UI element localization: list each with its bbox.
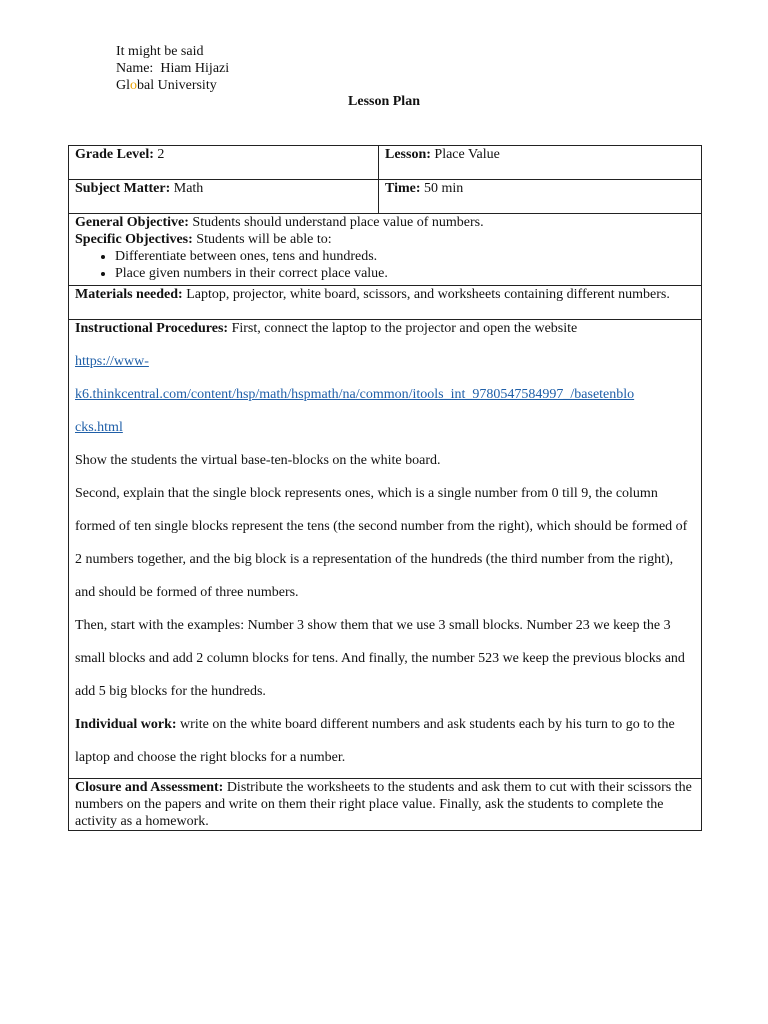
general-label: General Objective: <box>75 215 189 230</box>
subject-value: Math <box>173 181 204 196</box>
procedures-cell <box>69 320 702 779</box>
procedures-label: Instructional Procedures: <box>75 321 229 336</box>
subject-cell <box>69 180 379 214</box>
table-row <box>69 180 702 214</box>
procedure-paragraph: Then, start with the examples: Number 3 show them that we use 3 small blocks. Number 23 we keep the 3 small blocks and add 2 column blocks for tens. And finally, the number 523 we keep the previous blocks and add 5 big blocks for the hundreds. <box>75 618 685 699</box>
procedure-paragraph: Second, explain that the single block represents ones, which is a single number from 0 till 9, the column formed of ten single blocks represent the tens (the second number from the right), which should be formed of 2 numbers together, and the big block is a representation of the hundreds (the third number from the right), and should be formed of three numbers. <box>75 486 688 600</box>
grade-value: 2 <box>157 147 165 162</box>
table-row <box>69 286 702 320</box>
time-value: 50 min <box>424 181 464 196</box>
procedure-paragraph: Show the students the virtual base-ten-blocks on the white board. <box>75 453 441 468</box>
lesson-cell <box>379 146 702 180</box>
document-header <box>116 43 229 94</box>
table-row <box>69 214 702 286</box>
lesson-label: Lesson: <box>385 147 431 162</box>
list-item: • Differentiate between ones, tens and hundreds. <box>115 248 695 265</box>
grade-label: Grade Level: <box>75 147 154 162</box>
website-link-line-1[interactable]: https://www- <box>75 354 149 369</box>
procedures-intro-text: First, connect the laptop to the projector and open the website <box>231 321 578 336</box>
grade-cell <box>69 146 379 180</box>
lesson-value: Place Value <box>434 147 500 162</box>
closure-cell <box>69 779 702 831</box>
uni-part-3: bal University <box>137 78 217 93</box>
table-row <box>69 779 702 831</box>
name-label: Name: <box>116 61 154 76</box>
materials-label: Materials needed: <box>75 287 183 302</box>
page-title: Lesson Plan <box>348 94 420 109</box>
website-link-line-3[interactable]: cks.html <box>75 420 123 435</box>
individual-label: Individual work: <box>75 717 177 732</box>
individual-text: write on the white board different numbers and ask students each by his turn to go to the laptop and choose the right blocks for a number. <box>75 717 675 765</box>
uni-part-2: o <box>130 78 137 93</box>
individual-work <box>75 708 695 774</box>
specific-text: Students will be able to: <box>196 232 332 247</box>
general-text: Students should understand place value of numbers. <box>192 215 484 230</box>
time-cell <box>379 180 702 214</box>
list-item: • Place given numbers in their correct place value. <box>115 265 695 282</box>
table-row <box>69 320 702 779</box>
procedures-intro <box>75 320 695 337</box>
uni-part-1: Gl <box>116 78 130 93</box>
closure-text: Distribute the worksheets to the students and ask them to cut with their scissors the numbers on the papers and write on them their right place value. Finally, ask the students to complete the activity as a homework. <box>75 780 692 829</box>
name-value: Hiam Hijazi <box>160 61 230 76</box>
website-link-line-2[interactable]: k6.thinkcentral.com/content/hsp/math/hspmath/na/common/itools_int_9780547584997_/basetenblo <box>75 387 635 402</box>
header-line: It might be said <box>116 44 204 59</box>
objectives-cell <box>69 214 702 286</box>
materials-text: Laptop, projector, white board, scissors, and worksheets containing different numbers. <box>186 287 670 302</box>
materials-cell <box>69 286 702 320</box>
specific-objectives <box>75 231 695 248</box>
specific-label: Specific Objectives: <box>75 232 193 247</box>
university-name <box>116 77 229 94</box>
objectives-list <box>75 248 695 282</box>
closure-label: Closure and Assessment: <box>75 780 224 795</box>
table-row <box>69 146 702 180</box>
author-name <box>116 60 229 77</box>
general-objective <box>75 214 695 231</box>
time-label: Time: <box>385 181 421 196</box>
lesson-plan-table <box>68 145 702 831</box>
subject-label: Subject Matter: <box>75 181 171 196</box>
